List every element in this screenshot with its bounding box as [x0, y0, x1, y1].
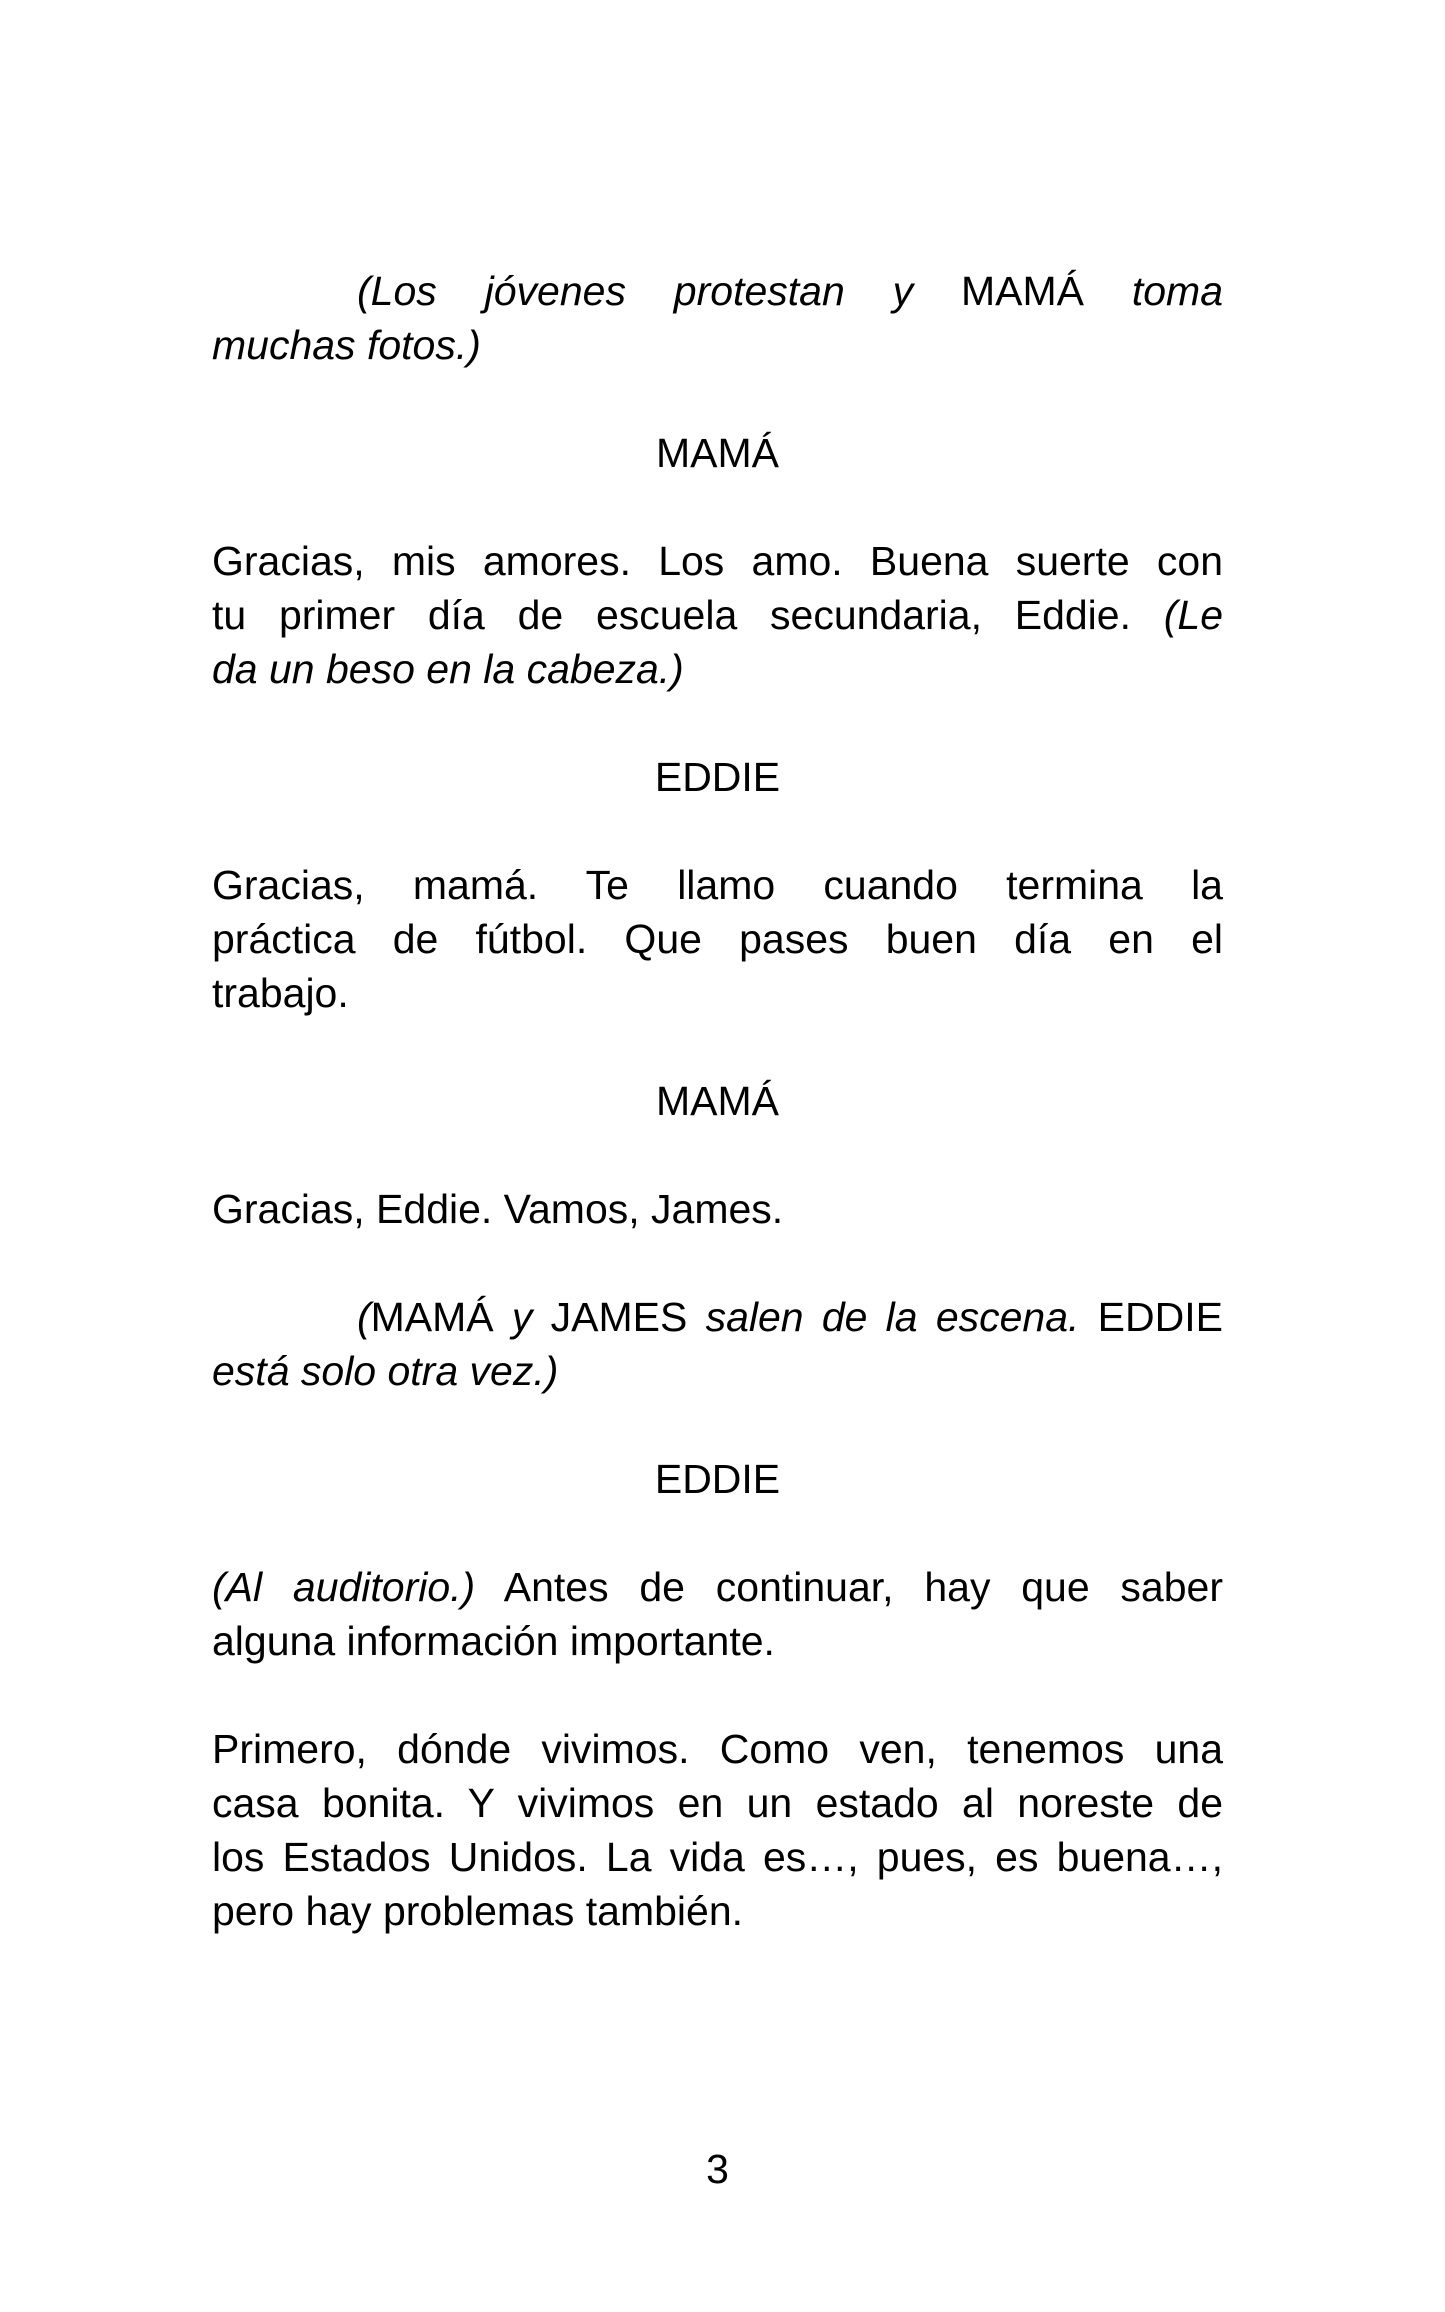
text-run-italic: muchas fotos.): [212, 322, 481, 368]
text-run-italic: salen de la escena.: [687, 1294, 1098, 1340]
last-line: [212, 642, 684, 696]
text-run: Antes de continuar, hay que saber: [475, 1564, 1223, 1610]
dialogue-paragraph: [212, 1182, 1223, 1236]
text-run-italic: toma: [1083, 268, 1223, 314]
last-line: [212, 1182, 783, 1236]
text-run: alguna información importante.: [212, 1618, 775, 1664]
last-line: [212, 1614, 775, 1668]
stage-direction: [212, 1290, 1223, 1398]
text-run-italic: está solo otra vez.): [212, 1348, 559, 1394]
text-run: trabajo.: [212, 970, 349, 1016]
character-name: MAMÁ: [656, 1078, 779, 1124]
page-number: 3: [706, 2146, 729, 2192]
last-line: [212, 318, 481, 372]
text-run: Gracias, Eddie. Vamos, James.: [212, 1186, 784, 1232]
text-run-italic: y: [493, 1294, 551, 1340]
text-run: Gracias, mamá. Te llamo cuando termina la: [212, 862, 1223, 908]
last-line: [212, 1344, 558, 1398]
dialogue-paragraph: [212, 534, 1223, 696]
text-run: casa bonita. Y vivimos en un estado al noreste de: [212, 1780, 1223, 1826]
text-run: práctica de fútbol. Que pases buen día en el: [212, 916, 1223, 962]
dialogue-paragraph: [212, 1560, 1223, 1668]
text-run-italic: (Al auditorio.): [212, 1564, 476, 1610]
character-name: EDDIE: [654, 1456, 781, 1502]
text-run: los Estados Unidos. La vida es…, pues, es buena…,: [212, 1834, 1223, 1880]
text-run: EDDIE: [1097, 1294, 1223, 1340]
character-name: EDDIE: [654, 754, 781, 800]
text-run: Gracias, mis amores. Los amo. Buena suerte con: [212, 538, 1223, 584]
dialogue-paragraph: [212, 1722, 1223, 1938]
text-run: pero hay problemas también.: [212, 1888, 744, 1934]
stage-direction: [212, 264, 1223, 372]
text-run: MAMÁ: [370, 1294, 494, 1340]
last-line: [212, 1884, 743, 1938]
text-run-italic: (: [357, 1294, 371, 1340]
last-line: [212, 966, 349, 1020]
page-content: [212, 264, 1223, 1992]
dialogue-paragraph: [212, 858, 1223, 1020]
text-run-italic: (Los jóvenes protestan y: [357, 268, 961, 314]
text-run: tu primer día de escuela secundaria, Eddie.: [212, 592, 1164, 638]
text-run: MAMÁ: [960, 268, 1084, 314]
character-name: MAMÁ: [656, 430, 779, 476]
text-run: JAMES: [550, 1294, 688, 1340]
text-run-italic: da un beso en la cabeza.): [212, 646, 684, 692]
text-run: Primero, dónde vivimos. Como ven, tenemos una: [212, 1726, 1223, 1772]
text-run-italic: (Le: [1163, 592, 1223, 638]
